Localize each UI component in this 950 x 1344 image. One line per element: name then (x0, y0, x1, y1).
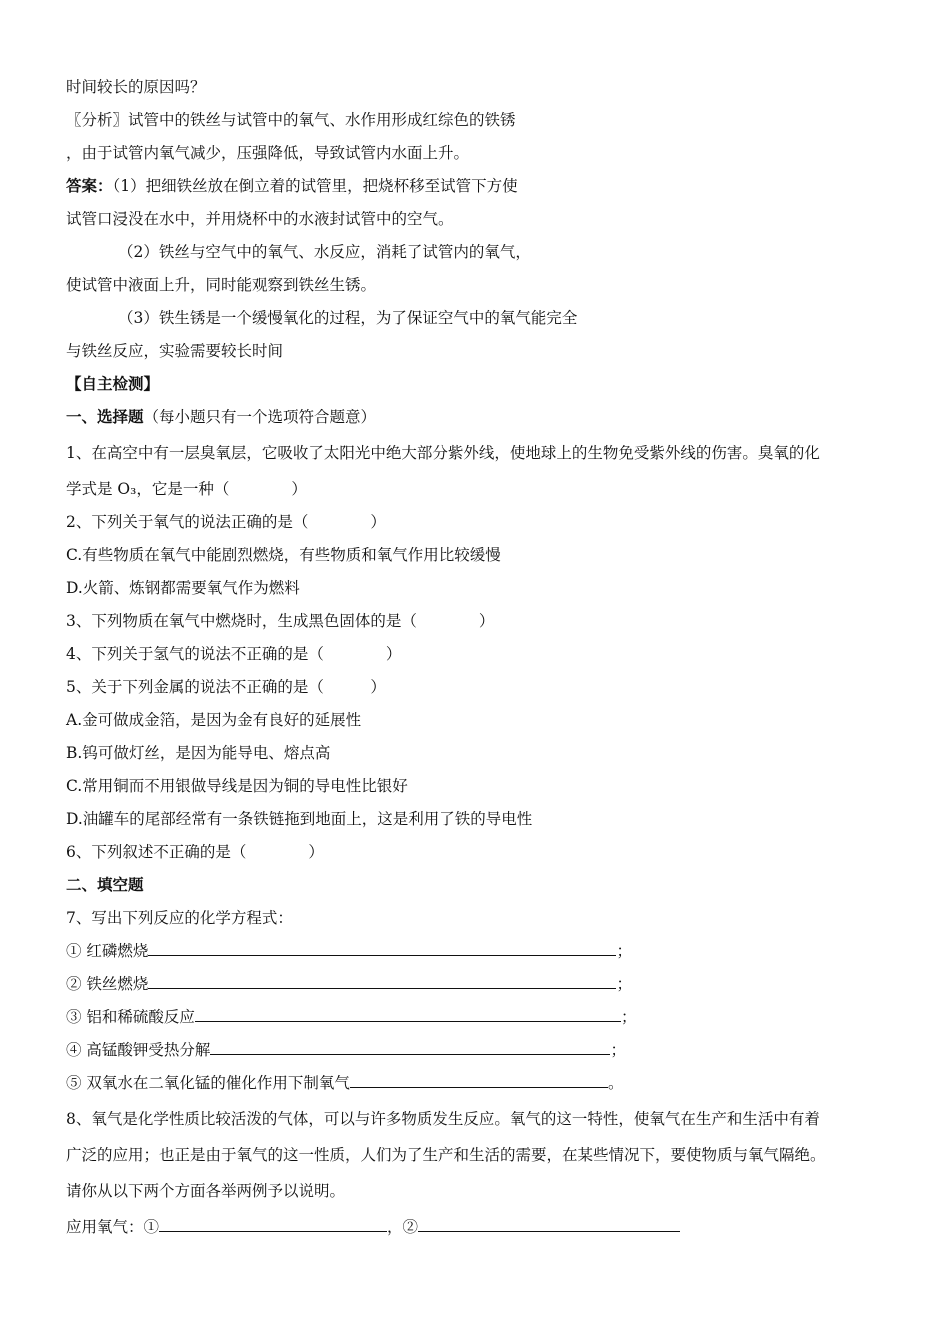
text-line: 时间较长的原因吗？ (66, 78, 206, 96)
question-line: 4、下列关于氢气的说法不正确的是（ ） (66, 645, 402, 663)
equation-label: ⑤ 双氧水在二氧化锰的催化作用下制氧气 (66, 1074, 350, 1092)
answer-blank[interactable] (350, 1072, 608, 1088)
section-title-text: 一、选择题 (66, 407, 144, 426)
answer-line (66, 175, 518, 197)
equation-label: ② 铁丝燃烧 (66, 975, 149, 993)
section-heading: 【自主检测】 (66, 374, 160, 393)
answer-blank[interactable] (159, 1216, 387, 1232)
answer-line: 与铁丝反应，实验需要较长时间 (66, 342, 284, 360)
answer-blank[interactable] (210, 1039, 610, 1055)
separator: ，② (387, 1218, 419, 1236)
equation-end: ； (620, 1008, 637, 1026)
equation-label: ① 红磷燃烧 (66, 942, 149, 960)
question-line: 2、下列关于氧气的说法正确的是（ ） (66, 513, 386, 531)
answer-line: （2）铁丝与空气中的氧气、水反应，消耗了试管内的氧气， (118, 243, 531, 261)
question-line: 6、下列叙述不正确的是（ ） (66, 843, 324, 861)
answer-label: 答案： (66, 176, 113, 195)
question-line: 1、在高空中有一层臭氧层，它吸收了太阳光中绝大部分紫外线，使地球上的生物免受紫外线的伤害。臭氧的化 (66, 444, 820, 462)
section-title (66, 406, 376, 428)
answer-line: 使试管中液面上升，同时能观察到铁丝生锈。 (66, 276, 377, 294)
equation-item (66, 1039, 626, 1061)
answer-blank[interactable] (418, 1216, 680, 1232)
equation-end: 。 (607, 1074, 624, 1092)
answer-text: （1）把细铁丝放在倒立着的试管里，把烧杯移至试管下方使 (112, 177, 518, 195)
section-note: （每小题只有一个选项符合题意） (143, 408, 377, 426)
equation-end: ； (616, 942, 632, 960)
equation-item (66, 973, 632, 995)
question-line: 3、下列物质在氧气中燃烧时，生成黑色固体的是（ ） (66, 612, 495, 630)
question-line: 请你从以下两个方面各举两例予以说明。 (66, 1182, 346, 1200)
question-line: 广泛的应用；也正是由于氧气的这一性质，人们为了生产和生活的需要，在某些情况下，要使物质与氧气隔绝。 (66, 1146, 826, 1164)
option-line: B.钨可做灯丝，是因为能导电、熔点高 (66, 744, 331, 762)
analysis-line: 〖分析〗试管中的铁丝与试管中的氧气、水作用形成红综色的铁锈 (66, 111, 516, 129)
answer-blank[interactable] (148, 973, 616, 989)
question-line: 5、关于下列金属的说法不正确的是（ ） (66, 678, 386, 696)
option-line: D.油罐车的尾部经常有一条铁链拖到地面上，这是利用了铁的导电性 (66, 810, 533, 828)
equation-item (66, 1006, 636, 1028)
equation-item (66, 940, 632, 962)
question-line: 学式是 O₃，它是一种（ ） (66, 480, 307, 498)
option-line: D.火箭、炼钢都需要氧气作为燃料 (66, 579, 300, 597)
analysis-line: ，由于试管内氧气减少，压强降低，导致试管内水面上升。 (66, 144, 470, 162)
equation-end: ； (616, 975, 632, 993)
apply-label: 应用氧气：① (66, 1218, 160, 1236)
apply-oxygen-line (66, 1216, 680, 1238)
answer-blank[interactable] (195, 1006, 621, 1022)
option-line: C.有些物质在氧气中能剧烈燃烧，有些物质和氧气作用比较缓慢 (66, 546, 501, 564)
question-line: 7、写出下列反应的化学方程式： (66, 909, 293, 927)
option-line: C.常用铜而不用银做导线是因为铜的导电性比银好 (66, 777, 408, 795)
question-line: 8、氧气是化学性质比较活泼的气体，可以与许多物质发生反应。氧气的这一特性，使氧气在生产和生活中有着 (66, 1110, 820, 1128)
option-line: A.金可做成金箔，是因为金有良好的延展性 (66, 711, 362, 729)
equation-label: ④ 高锰酸钾受热分解 (66, 1041, 211, 1059)
answer-blank[interactable] (148, 940, 616, 956)
answer-line: （3）铁生锈是一个缓慢氧化的过程，为了保证空气中的氧气能完全 (118, 309, 578, 327)
equation-label: ③ 铝和稀硫酸反应 (66, 1008, 195, 1026)
equation-end: ； (610, 1041, 626, 1059)
answer-line: 试管口浸没在水中，并用烧杯中的水液封试管中的空气。 (66, 210, 454, 228)
equation-item (66, 1072, 623, 1094)
section-title: 二、填空题 (66, 875, 144, 894)
